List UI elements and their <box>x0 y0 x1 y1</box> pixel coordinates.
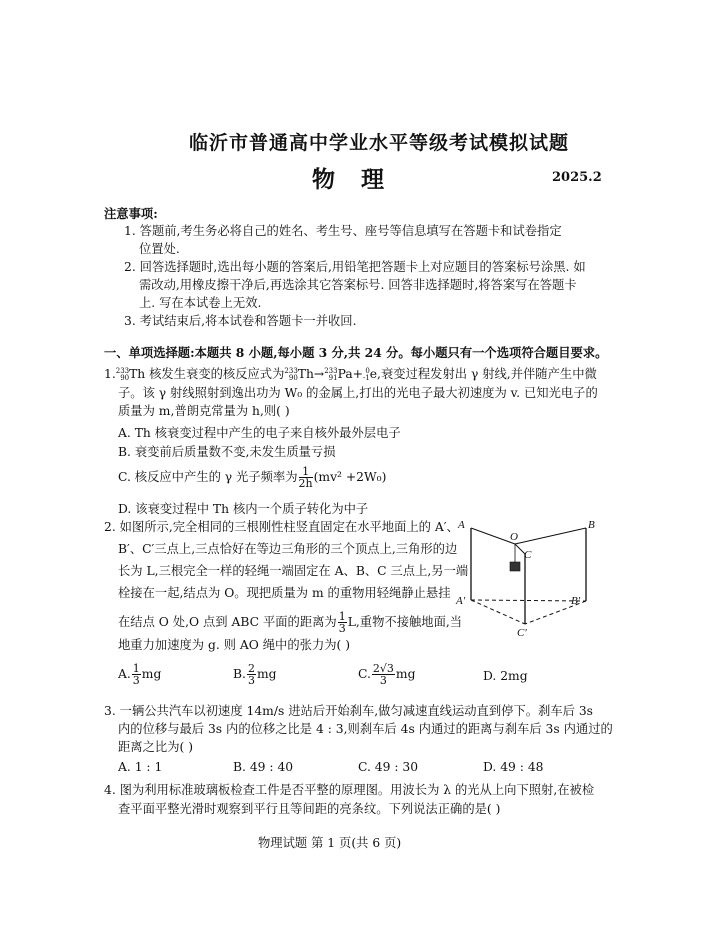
section-heading: 一、单项选择题:本题共 8 小题,每小题 3 分,共 24 分。每小题只有一个选项符合题目要求。 <box>104 345 608 360</box>
q3-line-2: 内的位移与最后 3s 内的位移之比是 4 : 3,则刹车后 4s 内通过的距离与刹车后 3s 内通过的 <box>118 722 613 736</box>
q1-text: Th 核发生衰变的核反应式为 <box>129 367 285 381</box>
page-footer: 物理试题 第 1 页(共 6 页) <box>258 836 402 850</box>
q1-number: 1. <box>104 367 116 381</box>
label-b: B <box>588 520 595 531</box>
fraction-numerator: 1 <box>132 662 140 675</box>
rope-ao <box>471 528 515 544</box>
q3-option-b: B. 49 : 40 <box>233 760 294 774</box>
th-mass: 233 <box>115 366 130 375</box>
q1-text: e,衰变过程发射出 γ 射线,并伴随产生中微 <box>369 367 597 381</box>
th-charge-2: 90 <box>288 373 298 382</box>
q1-option-b: B. 衰变前后质量数不变,未发生质量亏损 <box>118 445 336 459</box>
notice-line: 位置处. <box>139 242 180 256</box>
q1-option-c <box>118 466 386 489</box>
q1-line-1 <box>104 366 597 383</box>
q1-line-3: 质量为 m,普朗克常量为 h,则( ) <box>118 404 290 418</box>
q1-option-c-text: C. 核反应中产生的 γ 光子频率为 <box>118 470 298 484</box>
q2-line-6: 地重力加速度为 g. 则 AO 绳中的张力为( ) <box>118 638 351 652</box>
q2-option-a <box>118 663 161 686</box>
q3-option-a: A. 1 : 1 <box>118 760 163 774</box>
option-label: A. <box>118 667 131 681</box>
fraction-numerator: 2 <box>247 662 255 675</box>
q1-line-2: 子。该 γ 射线照射到逸出功为 W₀ 的金属上,打出的光电子最大初速度为 v. 已知光电子的 <box>118 386 598 400</box>
label-c: C <box>524 549 532 561</box>
option-unit: mg <box>141 667 162 681</box>
q3-line-1: 3. 一辆公共汽车以初速度 14m/s 进站后开始刹车,做匀减速直线运动直到停下。刹车后 3s <box>104 704 593 718</box>
q2-option-c <box>358 663 415 686</box>
fraction <box>299 466 313 489</box>
fraction <box>247 663 256 686</box>
fraction-denominator: 3 <box>247 674 255 687</box>
q3-option-c: C. 49 : 30 <box>358 760 419 774</box>
q1-option-d: D. 该衰变过程中 Th 核内一个质子转化为中子 <box>118 502 369 516</box>
q1-option-a: A. Th 核衰变过程中产生的电子来自核外最外层电子 <box>118 426 401 440</box>
q2-line-1: 2. 如图所示,完全相同的三根刚性柱竖直固定在水平地面上的 A′、 <box>104 520 459 534</box>
pa-charge: 91 <box>328 373 338 382</box>
e-charge: -1 <box>362 373 370 382</box>
q2-option-d: D. 2mg <box>483 669 528 683</box>
fraction <box>132 663 141 686</box>
subject-title: 物理 <box>312 166 410 193</box>
exam-date: 2025.2 <box>552 170 602 185</box>
fraction <box>338 611 347 634</box>
th-charge: 90 <box>120 373 130 382</box>
pillar-diagram <box>455 520 595 650</box>
q2-line-2: B′、C′三点上,三点恰好在等边三角形的三个顶点上,三角形的边 <box>118 542 458 556</box>
notice-line: 上. 写在本试卷上无效. <box>139 296 262 310</box>
exam-title: 临沂市普通高中学业水平等级考试模拟试题 <box>189 132 570 154</box>
notice-line: 2. 回答选择题时,选出每小题的答案后,用铅笔把答题卡上对应题目的答案标号涂黑. 如 <box>124 260 586 274</box>
th-mass-2: 233 <box>284 366 298 375</box>
notice-line: 3. 考试结束后,将本试卷和答题卡一并收回. <box>124 314 357 328</box>
fraction-numerator: 2√3 <box>372 662 394 675</box>
fraction-numerator: 1 <box>299 466 313 478</box>
label-a: A <box>458 520 465 531</box>
fraction-denominator: 3 <box>132 674 140 687</box>
q4-line-1: 4. 图为利用标准玻璃板检查工件是否平整的原理图。用波长为 λ 的光从上向下照射,在被检 <box>104 783 595 797</box>
q2-option-b <box>233 663 277 686</box>
ground-edge-ac <box>471 600 525 624</box>
q1-text: Pa+ <box>337 367 363 381</box>
fraction-denominator: 3 <box>338 622 346 635</box>
label-a-prime: A′ <box>456 595 466 607</box>
fraction-denominator: 3 <box>379 674 387 687</box>
q2-line-5-text: L,重物不接触地面,当 <box>347 615 463 629</box>
fraction-denominator: 2h <box>298 477 313 490</box>
fraction <box>372 663 395 686</box>
notice-line: 1. 答题前,考生务必将自己的姓名、考生号、座号等信息填写在答题卡和试卷指定 <box>124 224 562 238</box>
ground-edge-ab <box>471 600 586 601</box>
option-label: B. <box>233 667 246 681</box>
q2-line-3: 长为 L,三根完全一样的轻绳一端固定在 A、B、C 三点上,另一端 <box>118 564 469 578</box>
option-unit: mg <box>256 667 277 681</box>
option-unit: mg <box>395 667 416 681</box>
q2-line-4: 栓接在一起,结点为 O。现把质量为 m 的重物用轻绳静止悬挂 <box>118 586 451 600</box>
q3-option-d: D. 49 : 48 <box>483 760 544 774</box>
q1-option-c-expr: (mv² +2W₀) <box>313 470 387 484</box>
q1-text: Th→ <box>297 367 325 381</box>
option-label: C. <box>358 667 371 681</box>
label-c-prime: C′ <box>517 627 527 639</box>
e-mass: 0 <box>365 366 370 375</box>
label-b-prime: B′ <box>571 595 581 607</box>
label-o: O <box>510 531 518 543</box>
q2-line-5-text: 在结点 O 处,O 点到 ABC 平面的距离为 <box>118 615 337 629</box>
notice-heading: 注意事项: <box>104 206 158 221</box>
q2-line-5 <box>118 611 462 634</box>
q4-line-2: 查平面平整光滑时观察到平行且等间距的亮条纹。下列说法正确的是( ) <box>118 802 501 816</box>
fraction-numerator: 1 <box>338 610 346 623</box>
weight <box>510 562 520 571</box>
q3-line-3: 距离之比为( ) <box>118 740 193 754</box>
notice-line: 需改动,用橡皮擦干净后,再选涂其它答案标号. 回答非选择题时,将答案写在答题卡 <box>139 278 577 292</box>
rope-bo <box>515 528 586 544</box>
pa-mass: 233 <box>324 366 338 375</box>
